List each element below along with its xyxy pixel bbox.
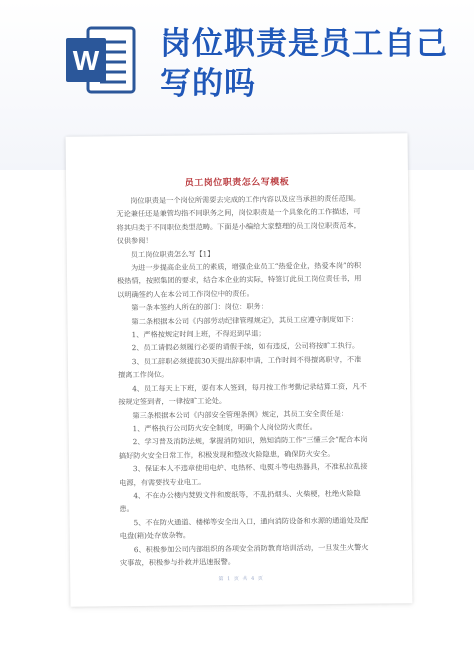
- doc-paragraph: 第三条根据本公司《内部安全管理条例》规定，其员工安全责任是：: [132, 408, 349, 420]
- doc-list-item: 6、积极参加公司内部组织的各项安全消防教育培训活动，一旦发生火警火灾事故，积极参与扑救并迅速报警。: [119, 542, 369, 568]
- doc-list-item: 2、员工请假必须履行必要的请假手续，如有违反，公司将按旷工执行。: [131, 341, 360, 353]
- doc-list-item: 5、不在防火通道、楼梯等安全出入口，通向消防设备和水源的通道处及配电盘(箱)处存放杂物。: [119, 515, 369, 541]
- doc-list-item: 3、保证本人不违章使用电炉、电热杯、电熨斗等电热器具，不准私拉乱接电源，有需要找专业电工。: [119, 461, 368, 487]
- doc-list-item: 4、员工每天上下班，要有本人签到，每月按工作考勤记录结算工资，凡不按规定签到者，一律按旷工论处。: [118, 381, 367, 407]
- document-page: [66, 133, 413, 607]
- page-title: 岗位职责是员工自己写的吗: [160, 26, 448, 102]
- doc-paragraph: 第二条根据本公司《内部劳动纪律管理规定》，其员工应遵守制度如下：: [131, 314, 358, 326]
- doc-paragraph: 为进一步提高企业员工的素质，增强企业员工“热爱企业，热爱本岗”的积极热情，按照集团的要求，结合本企业的实际，特签订此员工岗位责任书，用以明确签约人在本公司工作岗位中的责任。: [117, 260, 362, 300]
- word-doc-icon: [62, 22, 138, 98]
- doc-list-item: 4、不在办公楼内焚毁文件和废纸等，不乱扔烟头、火柴梗，杜绝火险隐患。: [119, 488, 361, 514]
- doc-paragraph: 岗位职责是一个岗位所需要去完成的工作内容以及应当承担的责任范围。无论兼任还是兼管均指不同职务之间，岗位职责是一个具象化的工作描述，可将其归类于不同职位类型范畴。下面是小编给大家整理的员工岗位职责范本，仅供参阅！: [116, 193, 361, 246]
- bottom-fade: [0, 605, 474, 669]
- doc-list-item: 3、员工辞职必须提前30天提出辞职申请，工作时间不得擅离职守，不准擅离工作岗位。: [117, 354, 362, 380]
- page-number: 第 1 页 共 4 页: [218, 575, 264, 583]
- word-logo-letter: W: [72, 45, 100, 76]
- doc-list-item: 1、严格执行公司防火安全制度，明确个人岗位防火责任。: [132, 422, 317, 434]
- doc-list-item: 2、学习普及消防法规，掌握消防知识，熟知消防工作“三懂三会”配合本岗搞好防火安全日常工作，积极发现和整改火险隐患，确保防火安全。: [118, 434, 368, 460]
- doc-list-item: 1、严格按规定时间上班，不得迟到早退；: [131, 328, 266, 340]
- document-body: [116, 192, 370, 570]
- document-title: 员工岗位职责怎么写模板: [184, 177, 290, 189]
- doc-section-heading: 员工岗位职责怎么写【1】: [130, 248, 215, 259]
- doc-paragraph: 第一条本签约人所在的部门：岗位：职务：: [131, 301, 268, 313]
